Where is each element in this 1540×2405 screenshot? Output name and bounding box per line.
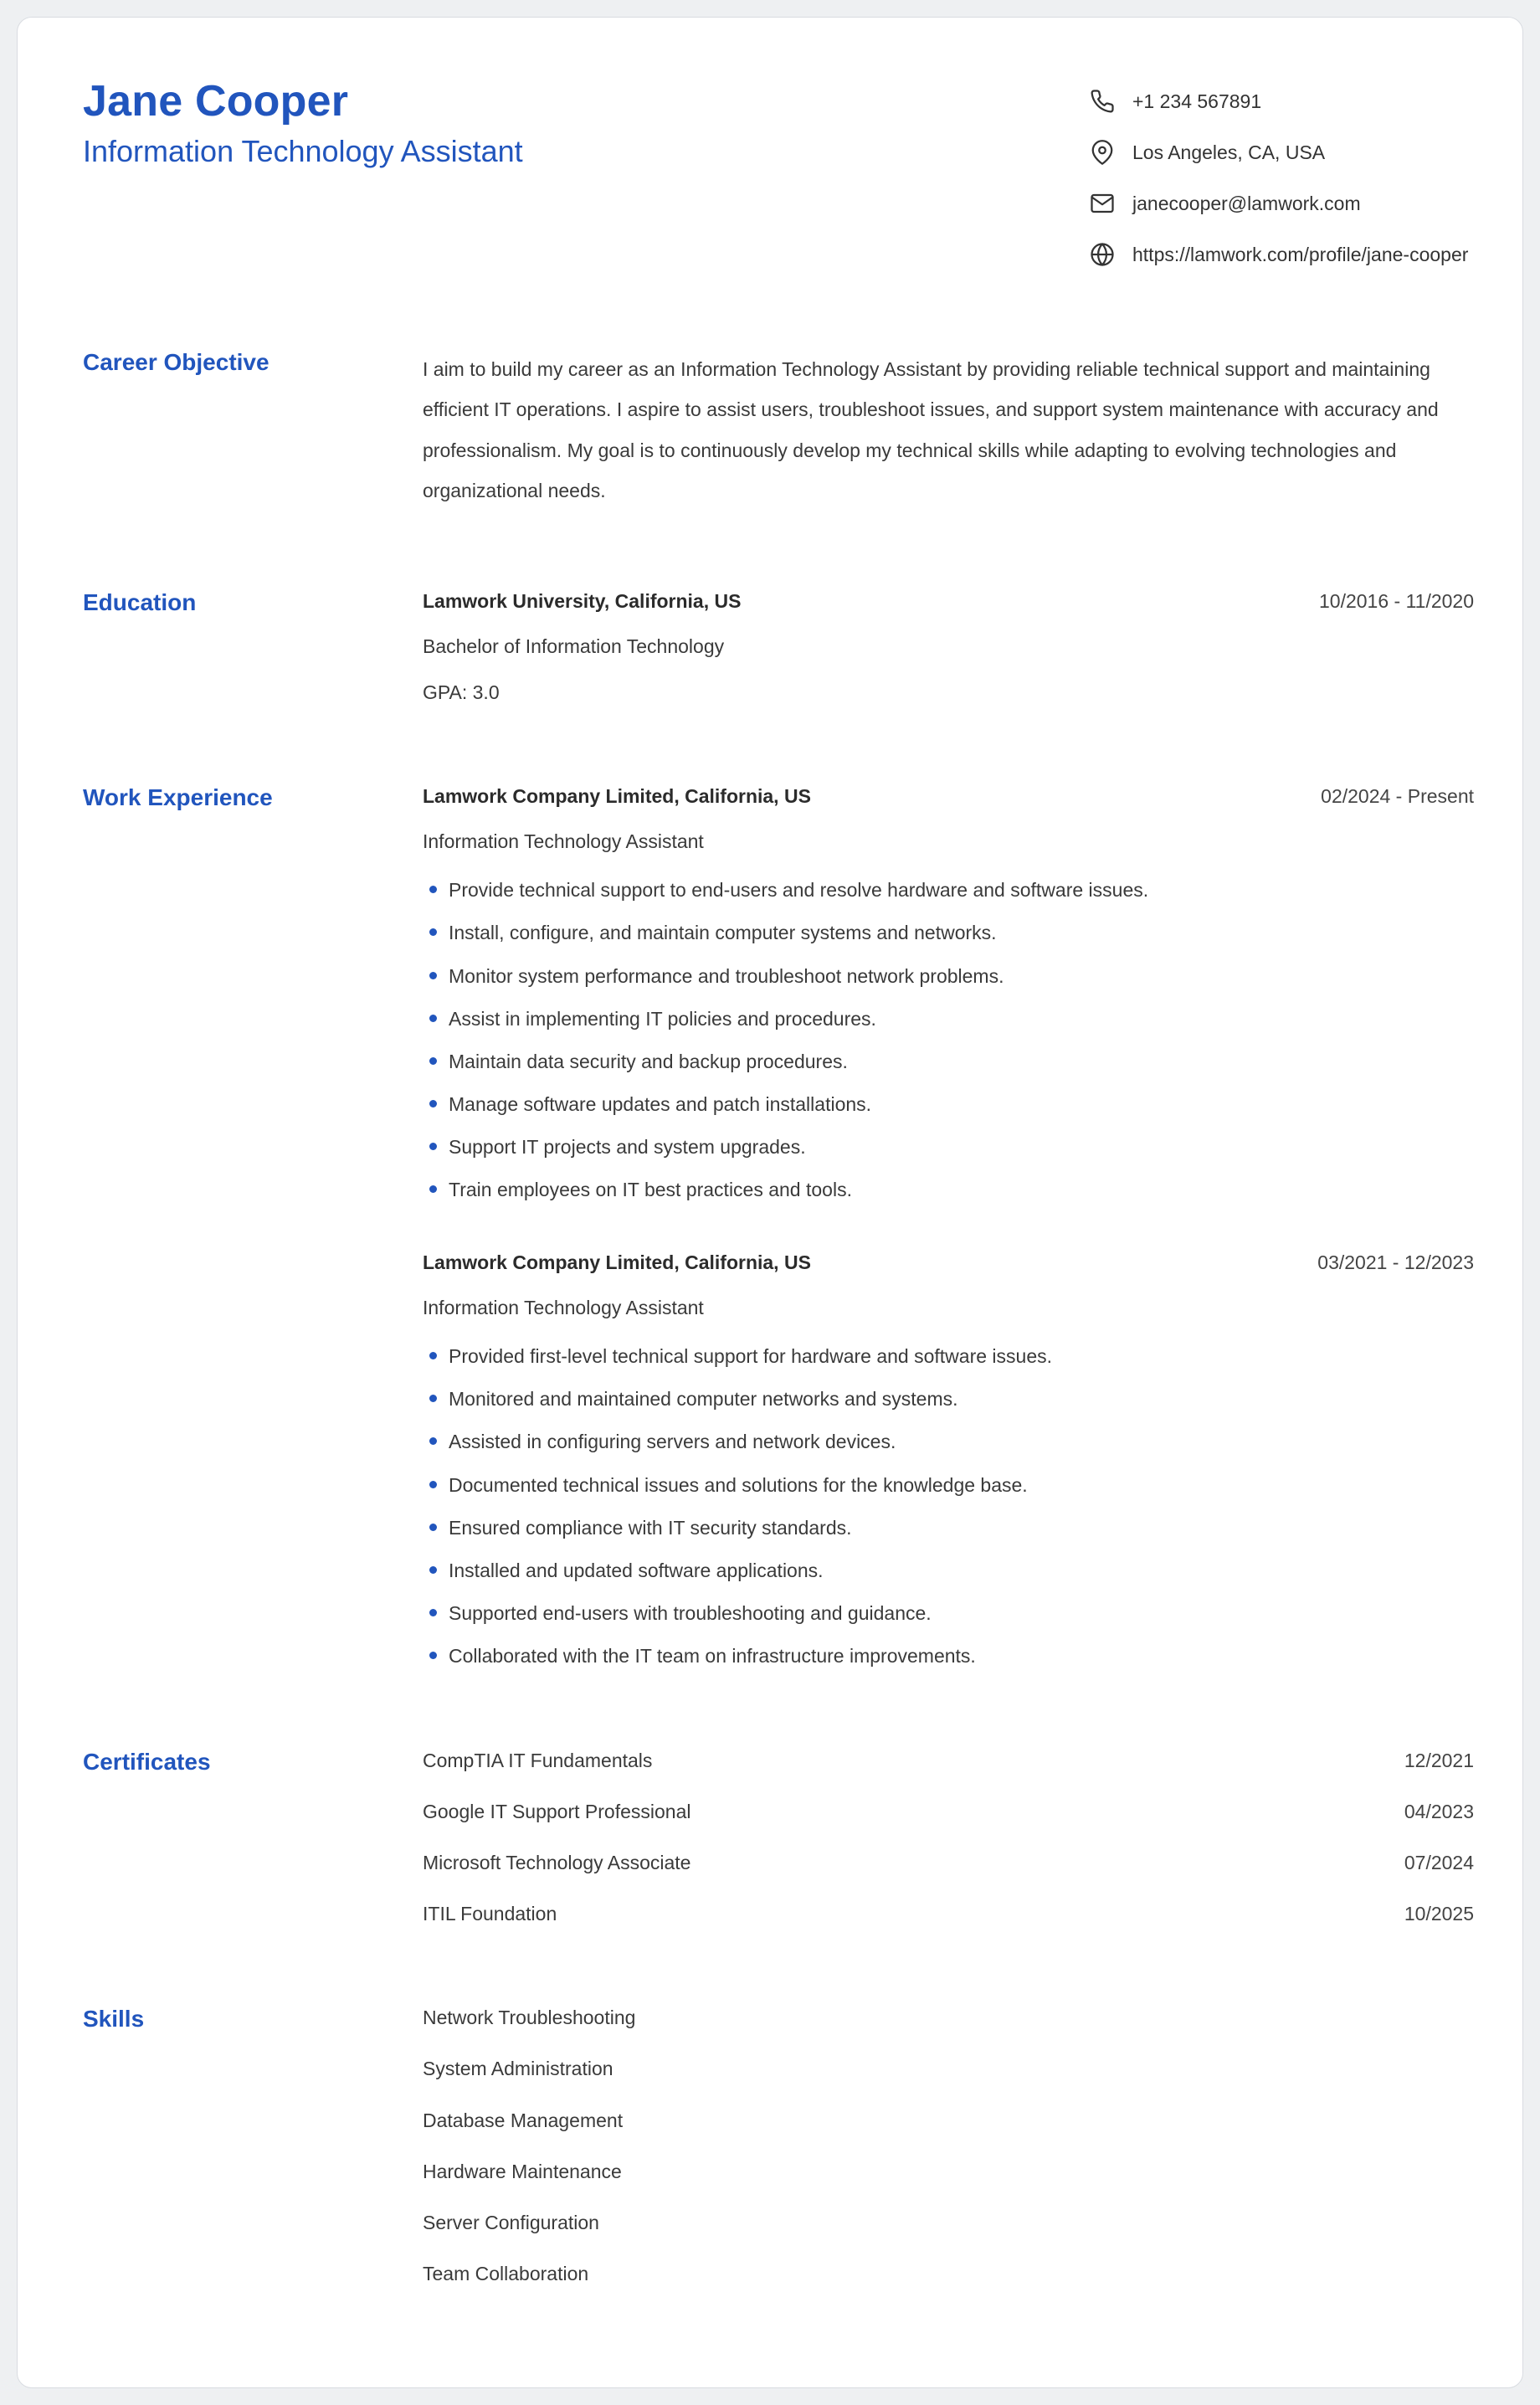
certificate-name: Microsoft Technology Associate bbox=[423, 1851, 691, 1873]
job-entry-header bbox=[423, 783, 1474, 809]
bullet-item: Assist in implementing IT policies and procedures. bbox=[423, 1005, 1474, 1032]
job-role: Information Technology Assistant bbox=[423, 830, 704, 852]
skill-item: Team Collaboration bbox=[423, 2263, 589, 2285]
section-heading-skills: Skills bbox=[83, 2006, 145, 2032]
career-objective-content bbox=[423, 347, 1474, 511]
skill-item: System Administration bbox=[423, 2058, 613, 2080]
resume-page bbox=[17, 17, 1523, 2388]
bullet-item: Collaborated with the IT team on infrastructure improvements. bbox=[423, 1642, 1474, 1669]
contact-phone-value: +1 234 567891 bbox=[1132, 90, 1262, 112]
bullet-item: Ensured compliance with IT security standards. bbox=[423, 1514, 1474, 1541]
resume-header bbox=[83, 78, 1474, 268]
certificate-date: 07/2024 bbox=[1404, 1851, 1474, 1873]
certificate-name: ITIL Foundation bbox=[423, 1903, 557, 1925]
contact-info bbox=[1089, 78, 1474, 268]
section-heading-work-experience: Work Experience bbox=[83, 784, 273, 810]
contact-website bbox=[1089, 241, 1474, 268]
job-role: Information Technology Assistant bbox=[423, 1296, 704, 1318]
certificate-name: Google IT Support Professional bbox=[423, 1800, 691, 1822]
section-skills bbox=[83, 2004, 1474, 2287]
skill-item: Database Management bbox=[423, 2109, 624, 2131]
bullet-item: Maintain data security and backup procedures. bbox=[423, 1048, 1474, 1075]
section-certificates bbox=[83, 1747, 1474, 1928]
certificate-row bbox=[423, 1798, 1474, 1825]
job-company: Lamwork Company Limited, California, US bbox=[423, 1251, 811, 1273]
bullet-item: Documented technical issues and solutions for the knowledge base. bbox=[423, 1472, 1474, 1498]
certificate-date: 10/2025 bbox=[1404, 1903, 1474, 1925]
contact-website-value: https://lamwork.com/profile/jane-cooper bbox=[1132, 243, 1469, 265]
education-degree: Bachelor of Information Technology bbox=[423, 635, 725, 658]
bullet-item: Provide technical support to end-users and resolve hardware and software issues. bbox=[423, 876, 1474, 903]
globe-icon bbox=[1089, 241, 1116, 268]
job-entry bbox=[423, 1249, 1474, 1670]
job-entry-header bbox=[423, 1249, 1474, 1276]
bullet-item: Supported end-users with troubleshooting and guidance. bbox=[423, 1600, 1474, 1626]
skills-content bbox=[423, 2004, 1474, 2287]
skill-item: Network Troubleshooting bbox=[423, 2007, 636, 2029]
job-dates: 03/2021 - 12/2023 bbox=[1317, 1251, 1474, 1273]
section-education bbox=[83, 588, 1474, 706]
contact-phone bbox=[1089, 88, 1474, 115]
resume-body bbox=[83, 347, 1474, 2287]
section-heading-education: Education bbox=[83, 589, 197, 616]
identity-block bbox=[83, 78, 523, 169]
certificate-date: 04/2023 bbox=[1404, 1800, 1474, 1822]
contact-location-value: Los Angeles, CA, USA bbox=[1132, 141, 1326, 163]
education-gpa: GPA: 3.0 bbox=[423, 681, 500, 703]
certificate-date: 12/2021 bbox=[1404, 1749, 1474, 1771]
section-work-experience bbox=[83, 783, 1474, 1670]
section-career-objective bbox=[83, 347, 1474, 511]
bullet-item: Monitor system performance and troubleshoot network problems. bbox=[423, 963, 1474, 989]
certificates-content bbox=[423, 1747, 1474, 1928]
job-dates: 02/2024 - Present bbox=[1321, 784, 1474, 807]
certificate-row bbox=[423, 1849, 1474, 1876]
bullet-item: Assisted in configuring servers and network devices. bbox=[423, 1428, 1474, 1455]
location-pin-icon bbox=[1089, 139, 1116, 166]
certificate-name: CompTIA IT Fundamentals bbox=[423, 1749, 653, 1771]
bullet-item: Install, configure, and maintain computer systems and networks. bbox=[423, 919, 1474, 946]
envelope-icon bbox=[1089, 190, 1116, 217]
work-experience-content bbox=[423, 783, 1474, 1670]
job-company: Lamwork Company Limited, California, US bbox=[423, 784, 811, 807]
job-bullet-list bbox=[423, 876, 1474, 1204]
job-bullet-list bbox=[423, 1343, 1474, 1670]
skill-item: Server Configuration bbox=[423, 2212, 599, 2233]
education-dates: 10/2016 - 11/2020 bbox=[1318, 590, 1474, 613]
contact-location bbox=[1089, 139, 1474, 166]
certificate-row bbox=[423, 1747, 1474, 1774]
contact-email-value: janecooper@lamwork.com bbox=[1132, 192, 1361, 214]
bullet-item: Provided first-level technical support for hardware and software issues. bbox=[423, 1343, 1474, 1370]
bullet-item: Installed and updated software applications. bbox=[423, 1557, 1474, 1584]
bullet-item: Support IT projects and system upgrades. bbox=[423, 1133, 1474, 1160]
certificate-row bbox=[423, 1900, 1474, 1927]
section-heading-certificates: Certificates bbox=[83, 1748, 211, 1775]
job-entry bbox=[423, 783, 1474, 1204]
education-school: Lamwork University, California, US bbox=[423, 590, 742, 613]
bullet-item: Monitored and maintained computer networks and systems. bbox=[423, 1385, 1474, 1412]
bullet-item: Manage software updates and patch installations. bbox=[423, 1091, 1474, 1118]
section-heading-career-objective: Career Objective bbox=[83, 349, 270, 375]
education-entry-header bbox=[423, 588, 1474, 614]
career-objective-text: I aim to build my career as an Information Technology Assistant by providing reliable technical support and maintaining efficient IT operations. I aspire to assist users, troubleshoot issues, and support system maintenance with accuracy and professionalism. My goal is to continuously develop my technical skills while adapting to evolving technologies and organizational needs. bbox=[423, 358, 1439, 501]
bullet-item: Train employees on IT best practices and tools. bbox=[423, 1176, 1474, 1203]
candidate-name: Jane Cooper bbox=[83, 77, 349, 126]
candidate-title: Information Technology Assistant bbox=[83, 134, 523, 169]
contact-email bbox=[1089, 190, 1474, 217]
skill-item: Hardware Maintenance bbox=[423, 2160, 622, 2182]
education-content bbox=[423, 588, 1474, 706]
phone-icon bbox=[1089, 88, 1116, 115]
